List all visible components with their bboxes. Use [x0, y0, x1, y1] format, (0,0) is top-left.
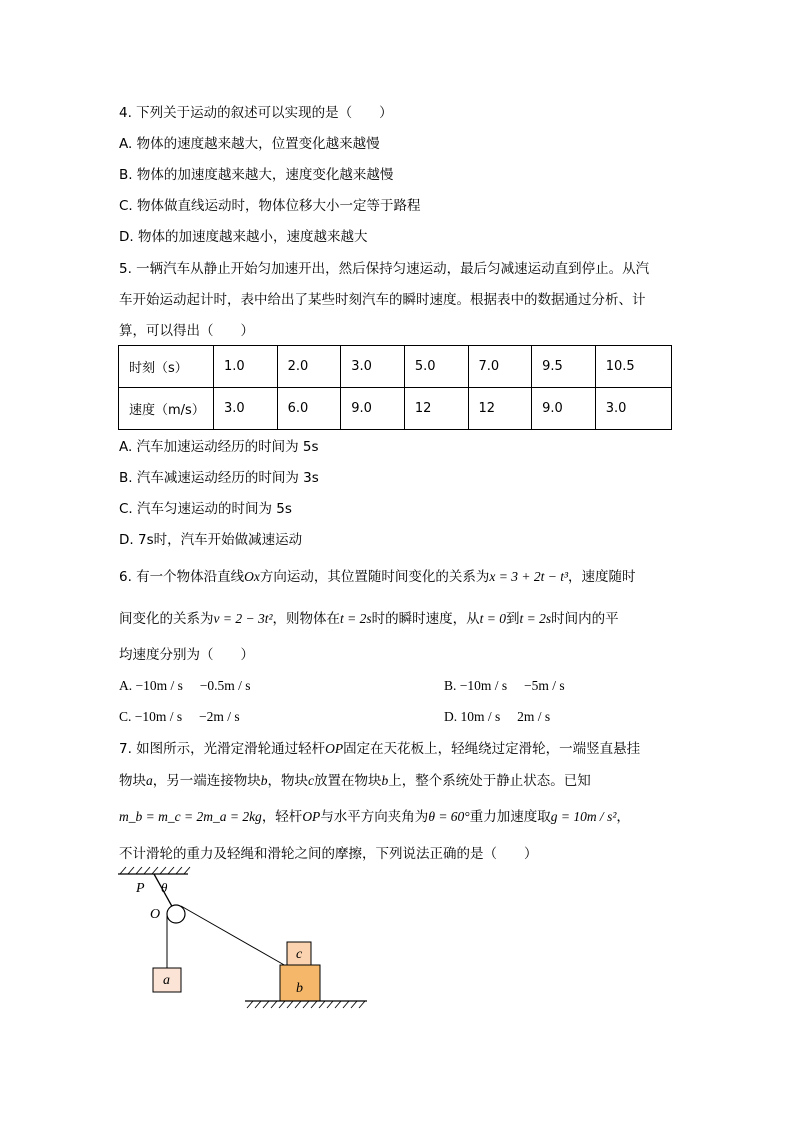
text: 上，整个系统处于静止状态。已知: [388, 773, 591, 789]
q5-option-a: A. 汽车加速运动经历的时间为 5s: [119, 439, 319, 455]
q6-stem-line-1: [119, 568, 636, 586]
table-cell: 9.0: [532, 388, 596, 430]
rope-to-b: [181, 906, 286, 966]
math-velocity-eq: v = 2 − 3t²: [213, 611, 273, 626]
text: 6. 有一个物体沿直线: [119, 569, 245, 585]
q7-stem-line-4: 不计滑轮的重力及轻绳和滑轮之间的摩擦，下列说法正确的是（ ）: [119, 846, 538, 862]
label-a: a: [163, 973, 170, 988]
text: 间变化的关系为: [119, 611, 214, 627]
q7-stem-line-3: [119, 808, 630, 826]
label-c: c: [296, 947, 303, 962]
table-cell: 12: [468, 388, 532, 430]
q4-option-d: D. 物体的加速度越来越小，速度越来越大: [119, 229, 368, 245]
q4-option-b: B. 物体的加速度越来越大，速度变化越来越慢: [119, 167, 394, 183]
math-op: OP: [325, 741, 344, 756]
text: ，: [616, 809, 630, 825]
text: 重力加速度取: [469, 809, 551, 825]
math-var-b: b: [381, 773, 389, 788]
text: 固定在天花板上，轻绳绕过定滑轮，一端竖直悬挂: [343, 741, 641, 757]
pulley: [167, 905, 185, 923]
q4-option-c: C. 物体做直线运动时，物体位移大小一定等于路程: [119, 198, 421, 214]
math-position-eq: x = 3 + 2t − t³: [489, 569, 569, 584]
table-cell: 9.0: [341, 388, 405, 430]
text: 时间内的平: [551, 611, 619, 627]
q5-stem-line-3: 算，可以得出（ ）: [119, 323, 254, 339]
math-time: t = 0: [479, 611, 507, 626]
table-cell: 3.0: [595, 388, 671, 430]
math-ox: Ox: [244, 569, 260, 584]
q6-stem-line-3: 均速度分别为（ ）: [119, 647, 254, 663]
pulley-diagram: [118, 866, 378, 1016]
q5-option-b: B. 汽车减速运动经历的时间为 3s: [119, 470, 319, 486]
text: 物块: [119, 773, 146, 789]
label-o: O: [150, 907, 161, 922]
q5-stem-line-1: 5. 一辆汽车从静止开始匀加速开出，然后保持匀速运动，最后匀减速运动直到停止。从汽: [119, 261, 650, 277]
text: ，速度随时: [568, 569, 636, 585]
text: ，轻杆: [261, 809, 303, 825]
math-var-a: a: [146, 773, 153, 788]
text: 到: [506, 611, 520, 627]
math-time: t = 2s: [519, 611, 552, 626]
table-cell: 10.5: [595, 346, 671, 388]
math-angle-eq: θ = 60°: [428, 809, 470, 824]
q5-data-table: [118, 345, 672, 430]
table-row-time: [119, 346, 672, 388]
text: ，物块: [267, 773, 308, 789]
math-var-b: b: [260, 773, 268, 788]
table-cell: 7.0: [468, 346, 532, 388]
text: 与水平方向夹角为: [320, 809, 429, 825]
table-cell: 3.0: [341, 346, 405, 388]
label-b: b: [296, 981, 303, 996]
math-op: OP: [302, 809, 321, 824]
text: ，则物体在: [272, 611, 341, 627]
math-mass-eq: m_b = m_c = 2m_a = 2kg: [119, 809, 262, 824]
table-cell: 5.0: [404, 346, 468, 388]
text: 放置在物块: [314, 773, 382, 789]
text: 时的瞬时速度，从: [371, 611, 480, 627]
math-time: t = 2s: [340, 611, 372, 626]
q6-option-a: A. −10m / s −0.5m / s: [119, 678, 251, 693]
table-header-time: 时刻（s）: [119, 346, 214, 388]
q6-option-d: D. 10m / s 2m / s: [444, 709, 551, 724]
ground-hatch: [247, 1001, 365, 1008]
table-cell: 2.0: [277, 346, 341, 388]
q6-option-b: B. −10m / s −5m / s: [444, 678, 565, 693]
table-cell: 1.0: [214, 346, 278, 388]
table-cell: 12: [404, 388, 468, 430]
q7-stem-line-2: [119, 772, 591, 790]
table-cell: 6.0: [277, 388, 341, 430]
q5-option-c: C. 汽车匀速运动的时间为 5s: [119, 501, 292, 517]
math-var-c: c: [308, 773, 314, 788]
text: 方向运动，其位置随时间变化的关系为: [259, 569, 490, 585]
q6-option-c: C. −10m / s −2m / s: [119, 709, 240, 724]
table-cell: 3.0: [214, 388, 278, 430]
table-header-speed: 速度（m/s）: [119, 388, 214, 430]
q5-option-d: D. 7s时，汽车开始做减速运动: [119, 532, 303, 548]
math-gravity-eq: g = 10m / s²: [550, 809, 617, 824]
q6-stem-line-2: [119, 610, 619, 628]
ceiling-hatch: [120, 867, 190, 874]
table-cell: 9.5: [532, 346, 596, 388]
label-p: P: [136, 881, 145, 896]
q5-stem-line-2: 车开始运动起计时，表中给出了某些时刻汽车的瞬时速度。根据表中的数据通过分析、计: [119, 292, 646, 308]
q4-stem: 4. 下列关于运动的叙述可以实现的是（ ）: [119, 105, 393, 121]
text: 7. 如图所示，光滑定滑轮通过轻杆: [119, 741, 326, 757]
text: ，另一端连接物块: [152, 773, 261, 789]
q4-option-a: A. 物体的速度越来越大，位置变化越来越慢: [119, 136, 380, 152]
table-row-speed: [119, 388, 672, 430]
q7-stem-line-1: [119, 740, 640, 758]
label-theta: θ: [161, 880, 168, 895]
